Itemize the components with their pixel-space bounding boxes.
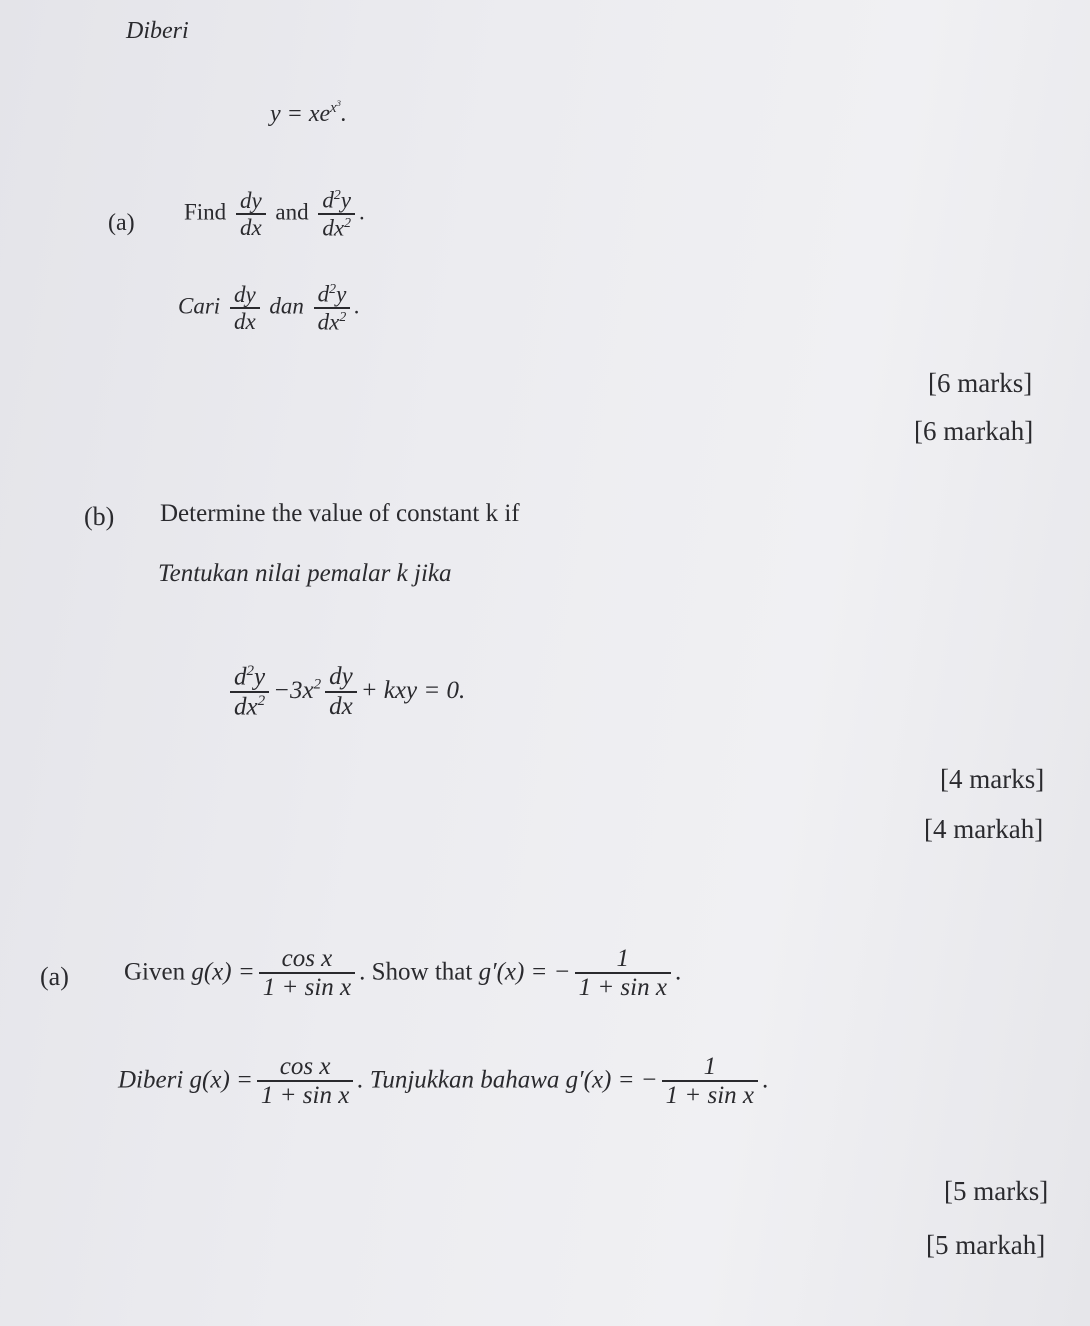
tunjukkan-text: . Tunjukkan bahawa xyxy=(357,1066,560,1094)
part-a1-question-en: Find $\frac{dy}{dx}$ and $\frac{d^2y}{dx^2}$ . xyxy=(184,187,365,241)
given-label: Diberi xyxy=(126,18,189,44)
part-b-label: (b) xyxy=(84,502,115,531)
part-a2-question-en: Given g(x) = $\frac{\text{cos x}}{\text{1 + sin x}}$ . Show that g′(x) = − $\frac{1}{\text{1 + sin x}}$ . xyxy=(124,945,682,1002)
one-over-sin-fraction: $\frac{1}{\text{1 + sin x}}$ xyxy=(575,946,671,1002)
g-def: g(x) = xyxy=(191,958,255,986)
main-equation xyxy=(270,98,347,128)
eq-mid-term: $-3x^2$ xyxy=(273,676,322,704)
g-prime: g′(x) = − xyxy=(478,958,571,986)
show-that-text: . Show that xyxy=(359,958,473,986)
eq-end-term: + kxy = 0. xyxy=(360,676,466,704)
d2y-dx2-fraction-b: $\frac{d^2y}{dx^2}$ xyxy=(230,664,269,720)
eq-lhs: y xyxy=(270,100,281,127)
part-a2-label: (a) xyxy=(40,962,69,991)
g-prime-ms: g′(x) = − xyxy=(565,1066,658,1094)
dy-dx-fraction-ms: $\frac{dy}{dx}$ xyxy=(230,283,260,334)
d2y-dx2-fraction: $\frac{d^2y}{dx^2}$ xyxy=(318,188,355,241)
eq-end: . xyxy=(340,100,347,127)
and-word: and xyxy=(275,199,309,225)
part-a2-question-ms: Diberi g(x) = $\frac{\text{cos x}}{\text{1 + sin x}}$ . Tunjukkan bahawa g′(x) = − $\frac{1}{\text{1 + sin x}}$ . xyxy=(118,1053,769,1110)
part-a1-question-ms: Cari $\frac{dy}{dx}$ dan $\frac{d^2y}{dx^2}$ . xyxy=(178,281,361,335)
find-word: Find xyxy=(184,199,227,225)
eq-base: xe xyxy=(308,100,331,127)
marks-a1-en: [6 marks] xyxy=(928,368,1033,398)
part-b-question-ms: Tentukan nilai pemalar k jika xyxy=(158,560,452,587)
d2y-dx2-fraction-ms: $\frac{d^2y}{dx^2}$ xyxy=(314,282,351,335)
eq-equals: = xyxy=(286,100,303,127)
given-word: Given xyxy=(124,958,186,986)
marks-a1-ms: [6 markah] xyxy=(914,416,1034,446)
dy-dx-fraction-b: $\frac{dy}{dx}$ xyxy=(325,664,357,720)
marks-b-en: [4 marks] xyxy=(940,764,1045,794)
part-b-differential-equation xyxy=(226,664,465,720)
cari-word: Cari xyxy=(178,293,221,319)
dan-word: dan xyxy=(269,293,304,319)
g-def-ms: g(x) = xyxy=(189,1066,253,1094)
marks-b-ms: [4 markah] xyxy=(924,814,1044,844)
dy-dx-fraction: $\frac{dy}{dx}$ xyxy=(236,189,266,240)
marks-a2-en: [5 marks] xyxy=(944,1176,1049,1206)
diberi-word: Diberi xyxy=(118,1066,184,1094)
part-a1-label: (a) xyxy=(108,210,135,236)
cos-over-sin-fraction-ms: $\frac{\text{cos x}}{\text{1 + sin x}}$ xyxy=(257,1054,353,1110)
marks-a2-ms: [5 markah] xyxy=(926,1230,1046,1260)
cos-over-sin-fraction: $\frac{\text{cos x}}{\text{1 + sin x}}$ xyxy=(259,946,355,1002)
part-b-question-en: Determine the value of constant k if xyxy=(160,500,520,527)
one-over-sin-fraction-ms: $\frac{1}{\text{1 + sin x}}$ xyxy=(662,1054,758,1110)
eq-exponent: x3 xyxy=(330,98,341,116)
